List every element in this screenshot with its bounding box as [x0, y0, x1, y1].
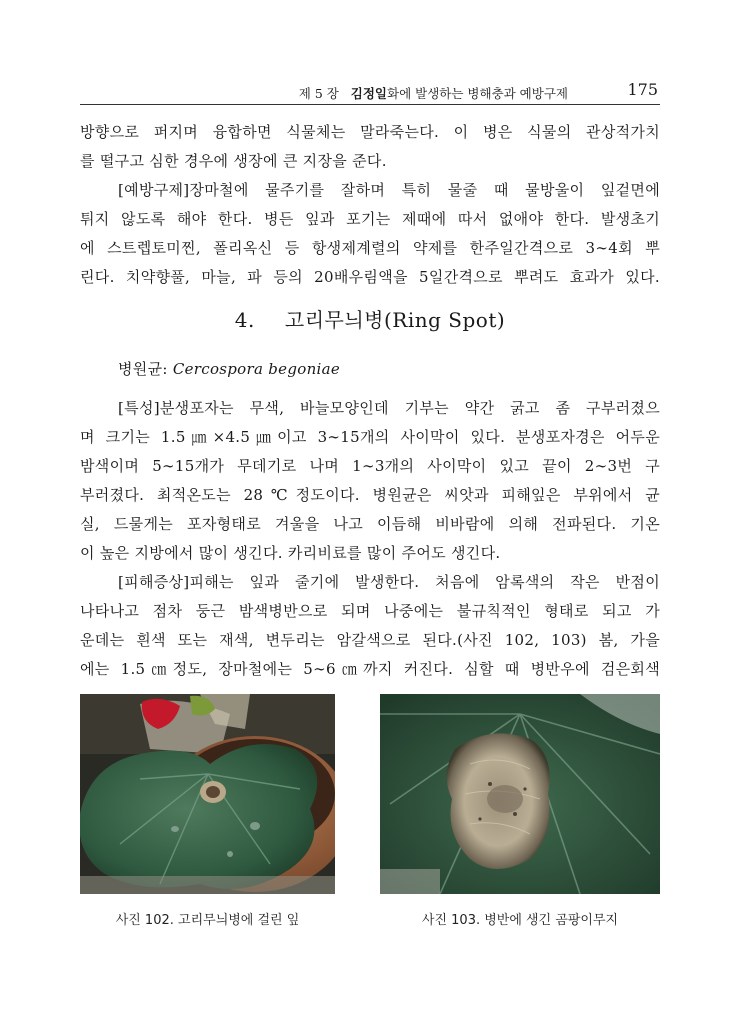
text-line: 밤색이며 5∼15개가 무데기로 나며 1∼3개의 사이막이 있고 끝이 2∼3번 구 [80, 457, 660, 475]
photo-102 [80, 694, 335, 894]
pathogen-line [80, 355, 660, 384]
running-header [80, 76, 660, 105]
text-line: 실, 드물게는 포자형태로 겨울을 나고 이듬해 비바람에 의해 전파된다. 기온 [80, 515, 660, 533]
caption-102: 사진 102. 고리무늬병에 걸린 잎 [115, 913, 300, 928]
photo-103 [380, 694, 660, 894]
text-line: 운데는 흰색 또는 재색, 변두리는 암갈색으로 된다.(사진 102, 103) 봄, 가을 [80, 631, 660, 649]
caption-103: 사진 103. 병반에 생긴 곰팡이무지 [421, 913, 619, 928]
section-title: 고리무늬병(Ring Spot) [284, 308, 506, 332]
text-line: 며 크기는 1.5㎛×4.5㎛이고 3∼15개의 사이막이 있다. 분생포자경은 어두운 [80, 428, 660, 446]
chapter-label: 제 5 장 [298, 86, 339, 101]
pathogen-name: Cercospora begoniae [172, 360, 341, 378]
text-line: 튀지 않도록 해야 한다. 병든 잎과 포기는 제때에 따서 없애야 한다. 발생초기 [80, 210, 660, 228]
pathogen-label: 병원균: [118, 360, 168, 378]
page-number: 175 [627, 80, 658, 99]
text-line: 린다. 치약향풀, 마늘, 파 등의 20배우림액을 5일간격으로 뿌려도 효과가 있다. [80, 268, 660, 286]
title-bold: 김정일 [350, 86, 388, 101]
section-number: 4. [234, 308, 255, 332]
text-line: [특성]분생포자는 무색, 바늘모양인데 기부는 약간 굵고 좀 구부러졌으 [118, 399, 660, 417]
text-line: 에 스트렙토미찐, 폴리옥신 등 항생제계렬의 약제를 한주일간격으로 3∼4회 뿌 [80, 239, 660, 257]
text-line: 부러졌다. 최적온도는 28℃정도이다. 병원균은 씨앗과 피해잎은 부위에서 균 [80, 486, 660, 504]
text-line: 나타나고 점차 둥근 밤색병반으로 되며 나중에는 불규칙적인 형태로 되고 가 [80, 602, 660, 620]
text-line: [피해증상]피해는 잎과 줄기에 발생한다. 처음에 암록색의 작은 반점이 [118, 573, 660, 591]
body-text [80, 118, 660, 684]
text-line: [예방구제]장마철에 물주기를 잘하며 특히 물줄 때 물방울이 잎겉면에 [118, 181, 660, 199]
infected-leaf-photo [80, 694, 335, 894]
text-line: 에는 1.5㎝정도, 장마철에는 5∼6㎝까지 커진다. 심할 때 병반우에 검은회색 [80, 660, 660, 678]
text-line: 를 떨구고 심한 경우에 생장에 큰 지장을 준다. [80, 152, 387, 170]
section-heading [80, 306, 660, 335]
mold-lesion-photo [380, 694, 660, 894]
title-rest: 화에 발생하는 병해충과 예방구제 [387, 86, 568, 101]
running-title [299, 84, 568, 102]
text-line: 이 높은 지방에서 많이 생긴다. 카리비료를 많이 주어도 생긴다. [80, 544, 501, 562]
text-line: 방향으로 퍼지며 융합하면 식물체는 말라죽는다. 이 병은 식물의 관상적가치 [80, 123, 660, 141]
